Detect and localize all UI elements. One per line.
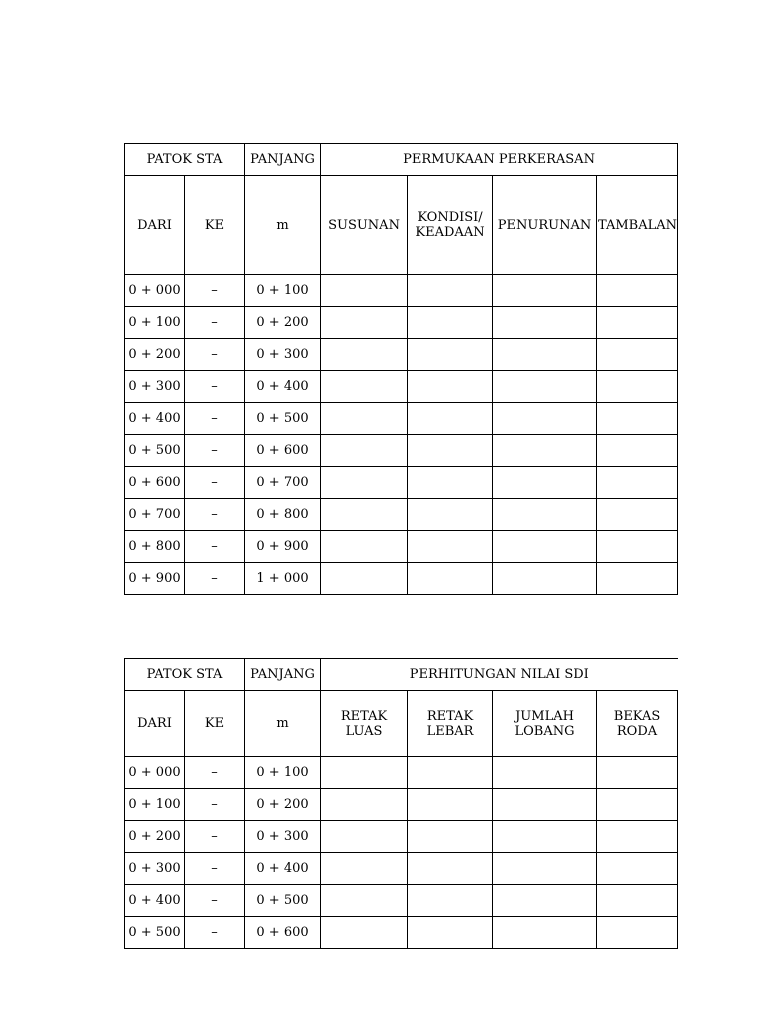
col-header	[597, 691, 678, 757]
empty-entry-cell[interactable]	[408, 275, 493, 307]
empty-entry-cell[interactable]	[493, 275, 597, 307]
patok-sta-header: PATOK STA	[125, 659, 245, 691]
dari-cell: 0 + 400	[125, 403, 185, 435]
ke-cell: –	[185, 917, 245, 949]
col-header	[493, 691, 597, 757]
dari-cell: 0 + 600	[125, 467, 185, 499]
empty-entry-cell[interactable]	[321, 563, 408, 595]
m-cell: 0 + 300	[245, 339, 321, 371]
empty-entry-cell[interactable]	[493, 307, 597, 339]
m-cell: 0 + 600	[245, 435, 321, 467]
header-row	[125, 144, 678, 176]
panjang-header: PANJANG	[245, 144, 321, 176]
subheader-row	[125, 691, 678, 757]
empty-entry-cell[interactable]	[493, 435, 597, 467]
m-cell: 0 + 400	[245, 853, 321, 885]
dari-cell: 0 + 700	[125, 499, 185, 531]
empty-entry-cell[interactable]	[408, 853, 493, 885]
m-header: m	[245, 691, 321, 757]
ke-cell: –	[185, 307, 245, 339]
col-header-line1: KONDISI/	[417, 210, 483, 225]
table-row	[125, 885, 678, 917]
ke-cell: –	[185, 563, 245, 595]
col-header-line2: LUAS	[345, 723, 383, 739]
empty-entry-cell[interactable]	[597, 789, 678, 821]
patok-sta-header: PATOK STA	[125, 144, 245, 176]
col-header	[408, 691, 493, 757]
empty-entry-cell[interactable]	[597, 563, 678, 595]
table-row	[125, 275, 678, 307]
m-cell: 0 + 100	[245, 757, 321, 789]
dari-cell: 0 + 200	[125, 821, 185, 853]
empty-entry-cell[interactable]	[597, 885, 678, 917]
empty-entry-cell[interactable]	[597, 339, 678, 371]
col-header-line1: SUSUNAN	[328, 217, 400, 233]
empty-entry-cell[interactable]	[408, 371, 493, 403]
ke-cell: –	[185, 435, 245, 467]
empty-entry-cell[interactable]	[321, 531, 408, 563]
dari-cell: 0 + 800	[125, 531, 185, 563]
table-row	[125, 339, 678, 371]
m-cell: 0 + 100	[245, 275, 321, 307]
table-row	[125, 563, 678, 595]
m-cell: 0 + 700	[245, 467, 321, 499]
empty-entry-cell[interactable]	[493, 885, 597, 917]
empty-entry-cell[interactable]	[408, 563, 493, 595]
dari-cell: 0 + 100	[125, 307, 185, 339]
empty-entry-cell[interactable]	[493, 757, 597, 789]
empty-entry-cell[interactable]	[321, 275, 408, 307]
m-cell: 0 + 200	[245, 307, 321, 339]
perhitungan-nilai-sdi-table	[124, 658, 678, 949]
m-cell: 0 + 600	[245, 917, 321, 949]
panjang-header: PANJANG	[245, 659, 321, 691]
dari-cell: 0 + 000	[125, 757, 185, 789]
empty-entry-cell[interactable]	[321, 371, 408, 403]
empty-entry-cell[interactable]	[408, 757, 493, 789]
m-cell: 0 + 500	[245, 403, 321, 435]
empty-entry-cell[interactable]	[597, 275, 678, 307]
empty-entry-cell[interactable]	[408, 307, 493, 339]
empty-entry-cell[interactable]	[597, 499, 678, 531]
col-header	[597, 176, 678, 275]
dari-cell: 0 + 200	[125, 339, 185, 371]
table-row	[125, 307, 678, 339]
table-row	[125, 821, 678, 853]
empty-entry-cell[interactable]	[408, 917, 493, 949]
ke-header: KE	[185, 176, 245, 275]
subheader-row	[125, 176, 678, 275]
col-header-line1: JUMLAH	[515, 708, 574, 724]
col-header-line2: KEADAAN	[415, 225, 485, 240]
m-header: m	[245, 176, 321, 275]
group-header: PERMUKAAN PERKERASAN	[321, 144, 678, 176]
empty-entry-cell[interactable]	[493, 339, 597, 371]
table-row	[125, 435, 678, 467]
dari-cell: 0 + 500	[125, 917, 185, 949]
empty-entry-cell[interactable]	[597, 467, 678, 499]
empty-entry-cell[interactable]	[321, 821, 408, 853]
empty-entry-cell[interactable]	[321, 789, 408, 821]
m-cell: 0 + 300	[245, 821, 321, 853]
m-cell: 0 + 900	[245, 531, 321, 563]
table-row	[125, 917, 678, 949]
ke-cell: –	[185, 789, 245, 821]
table-row	[125, 853, 678, 885]
empty-entry-cell[interactable]	[493, 467, 597, 499]
group-header: PERHITUNGAN NILAI SDI	[321, 659, 678, 691]
empty-entry-cell[interactable]	[493, 563, 597, 595]
empty-entry-cell[interactable]	[597, 531, 678, 563]
ke-cell: –	[185, 403, 245, 435]
dari-header: DARI	[125, 691, 185, 757]
empty-entry-cell[interactable]	[408, 789, 493, 821]
empty-entry-cell[interactable]	[321, 307, 408, 339]
header-row	[125, 659, 678, 691]
dari-cell: 0 + 100	[125, 789, 185, 821]
ke-cell: –	[185, 821, 245, 853]
empty-entry-cell[interactable]	[321, 339, 408, 371]
dari-header: DARI	[125, 176, 185, 275]
empty-entry-cell[interactable]	[493, 531, 597, 563]
col-header-line1: TAMBALAN	[598, 217, 678, 233]
ke-cell: –	[185, 371, 245, 403]
empty-entry-cell[interactable]	[597, 403, 678, 435]
permukaan-perkerasan-table	[124, 143, 678, 595]
ke-cell: –	[185, 757, 245, 789]
col-header	[493, 176, 597, 275]
m-cell: 0 + 200	[245, 789, 321, 821]
table-row	[125, 757, 678, 789]
col-header	[321, 176, 408, 275]
empty-entry-cell[interactable]	[321, 499, 408, 531]
table-row	[125, 789, 678, 821]
empty-entry-cell[interactable]	[597, 853, 678, 885]
empty-entry-cell[interactable]	[597, 757, 678, 789]
table-row	[125, 531, 678, 563]
col-header-line1: RETAK	[340, 708, 388, 724]
col-header-line2: LOBANG	[514, 723, 575, 739]
dari-cell: 0 + 900	[125, 563, 185, 595]
empty-entry-cell[interactable]	[321, 757, 408, 789]
ke-cell: –	[185, 339, 245, 371]
empty-entry-cell[interactable]	[408, 339, 493, 371]
table-row	[125, 371, 678, 403]
empty-entry-cell[interactable]	[408, 531, 493, 563]
dari-cell: 0 + 500	[125, 435, 185, 467]
m-cell: 0 + 800	[245, 499, 321, 531]
m-cell: 0 + 400	[245, 371, 321, 403]
empty-entry-cell[interactable]	[408, 885, 493, 917]
empty-entry-cell[interactable]	[597, 307, 678, 339]
dari-cell: 0 + 300	[125, 853, 185, 885]
m-cell: 0 + 500	[245, 885, 321, 917]
col-header	[408, 176, 493, 275]
empty-entry-cell[interactable]	[493, 853, 597, 885]
empty-entry-cell[interactable]	[493, 789, 597, 821]
empty-entry-cell[interactable]	[321, 917, 408, 949]
ke-cell: –	[185, 499, 245, 531]
empty-entry-cell[interactable]	[408, 403, 493, 435]
empty-entry-cell[interactable]	[321, 885, 408, 917]
empty-entry-cell[interactable]	[493, 371, 597, 403]
empty-entry-cell[interactable]	[493, 821, 597, 853]
col-header-line2: RODA	[616, 723, 658, 739]
ke-cell: –	[185, 275, 245, 307]
col-header-line1: RETAK	[426, 708, 474, 724]
dari-cell: 0 + 300	[125, 371, 185, 403]
empty-entry-cell[interactable]	[493, 917, 597, 949]
ke-cell: –	[185, 885, 245, 917]
empty-entry-cell[interactable]	[597, 917, 678, 949]
empty-entry-cell[interactable]	[321, 467, 408, 499]
empty-entry-cell[interactable]	[493, 403, 597, 435]
ke-cell: –	[185, 467, 245, 499]
dari-cell: 0 + 000	[125, 275, 185, 307]
col-header-line1: PENURUNAN	[497, 217, 592, 233]
ke-cell: –	[185, 853, 245, 885]
empty-entry-cell[interactable]	[408, 499, 493, 531]
table-row	[125, 499, 678, 531]
empty-entry-cell[interactable]	[321, 435, 408, 467]
empty-entry-cell[interactable]	[493, 499, 597, 531]
dari-cell: 0 + 400	[125, 885, 185, 917]
ke-header: KE	[185, 691, 245, 757]
empty-entry-cell[interactable]	[408, 821, 493, 853]
empty-entry-cell[interactable]	[408, 435, 493, 467]
empty-entry-cell[interactable]	[597, 821, 678, 853]
col-header-line2: LEBAR	[426, 723, 474, 739]
table-row	[125, 467, 678, 499]
ke-cell: –	[185, 531, 245, 563]
col-header	[321, 691, 408, 757]
empty-entry-cell[interactable]	[597, 435, 678, 467]
empty-entry-cell[interactable]	[321, 403, 408, 435]
empty-entry-cell[interactable]	[597, 371, 678, 403]
table-row	[125, 403, 678, 435]
m-cell: 1 + 000	[245, 563, 321, 595]
col-header-line1: BEKAS	[613, 708, 661, 724]
empty-entry-cell[interactable]	[408, 467, 493, 499]
empty-entry-cell[interactable]	[321, 853, 408, 885]
